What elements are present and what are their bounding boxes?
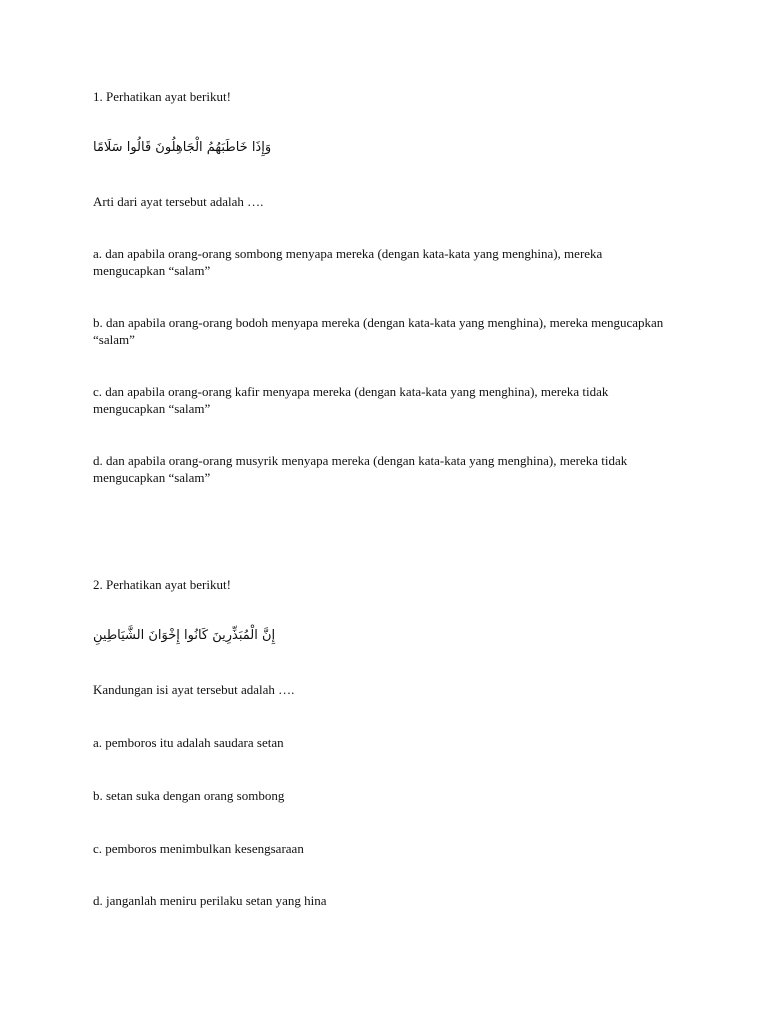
question-2-option-c: c. pemboros menimbulkan kesengsaraan (93, 841, 304, 856)
question-2-option-b: b. setan suka dengan orang sombong (93, 788, 285, 803)
question-2-prompt: Kandungan isi ayat tersebut adalah …. (93, 682, 295, 697)
question-1-option-d: d. dan apabila orang-orang musyrik menyapa mereka (dengan kata-kata yang menghina), mereka tidak mengucapkan “salam” (93, 453, 628, 485)
question-2-arabic-verse: إِنَّ الْمُبَذِّرِينَ كَانُوا إِخْوَانَ الشَّيَاطِينِ (93, 628, 276, 643)
question-1-heading: 1. Perhatikan ayat berikut! (93, 89, 231, 104)
question-1-option-c: c. dan apabila orang-orang kafir menyapa mereka (dengan kata-kata yang menghina), mereka tidak mengucapkan “salam” (93, 384, 609, 416)
question-2-option-d: d. janganlah meniru perilaku setan yang hina (93, 893, 327, 908)
question-1-arabic-verse: وَإِذَا خَاطَبَهُمُ الْجَاهِلُونَ قَالُوا سَلَامًا (93, 140, 272, 155)
question-1-prompt: Arti dari ayat tersebut adalah …. (93, 194, 264, 209)
question-2-option-a: a. pemboros itu adalah saudara setan (93, 735, 284, 750)
question-1-option-a: a. dan apabila orang-orang sombong menyapa mereka (dengan kata-kata yang menghina), mereka mengucapkan “salam” (93, 246, 603, 278)
question-1-option-b: b. dan apabila orang-orang bodoh menyapa mereka (dengan kata-kata yang menghina), mereka mengucapkan “salam” (93, 315, 664, 347)
question-2-heading: 2. Perhatikan ayat berikut! (93, 577, 231, 592)
